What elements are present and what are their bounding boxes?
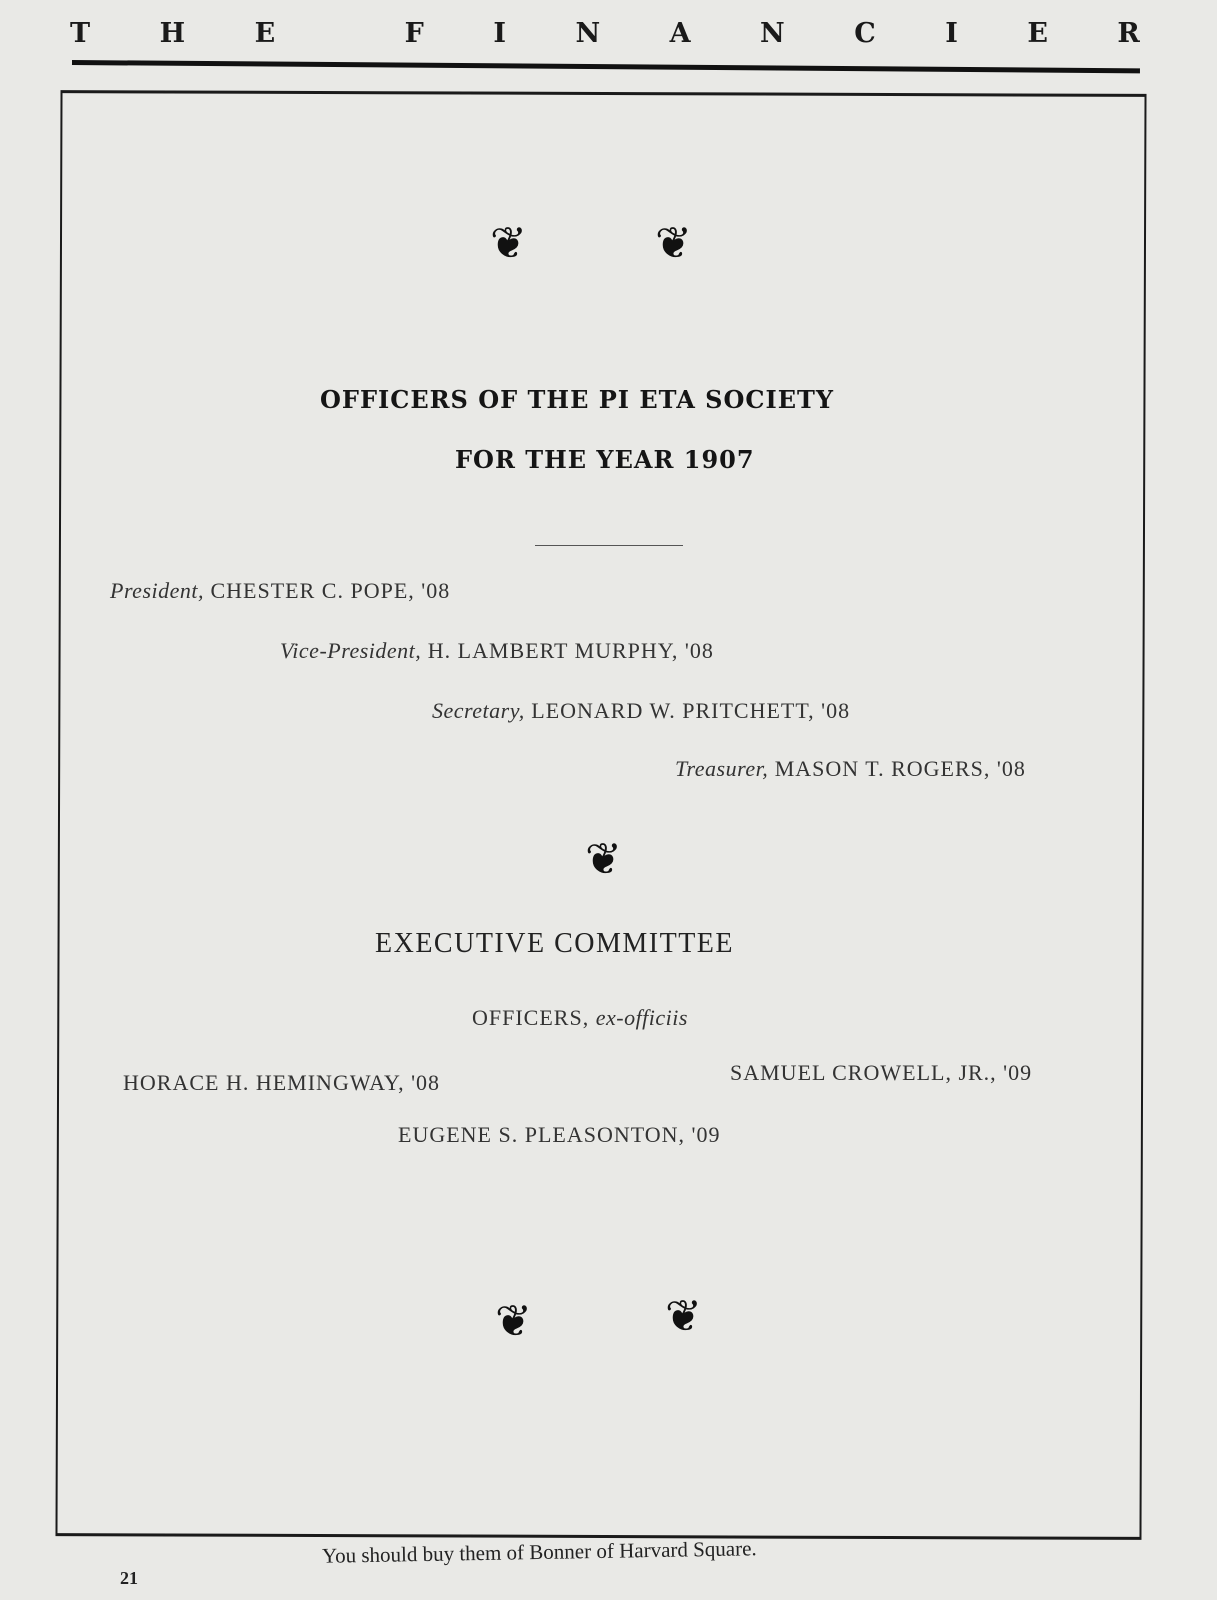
masthead-letter: R xyxy=(1117,18,1140,49)
heading-line-1: OFFICERS OF THE PI ETA SOCIETY xyxy=(320,385,835,414)
committee-member: HORACE H. HEMINGWAY, '08 xyxy=(123,1070,441,1095)
officer-name: CHESTER C. POPE, '08 xyxy=(210,578,451,603)
officer-vice-president xyxy=(280,638,714,664)
committee-member: EUGENE S. PLEASONTON, '09 xyxy=(398,1122,721,1147)
officers-label: OFFICERS, xyxy=(472,1005,590,1030)
committee-officers xyxy=(472,1005,688,1031)
masthead-rule xyxy=(72,60,1140,73)
officer-role: Secretary, xyxy=(432,698,525,723)
officer-name: H. LAMBERT MURPHY, '08 xyxy=(427,638,714,663)
fleuron-ornament-icon: ❦ xyxy=(655,219,692,268)
masthead-letter: E xyxy=(254,18,276,49)
fleuron-ornament-icon: ❦ xyxy=(585,835,622,884)
officer-treasurer xyxy=(675,756,1026,782)
page-border xyxy=(55,90,1146,1540)
committee-member: SAMUEL CROWELL, JR., '09 xyxy=(730,1060,1033,1085)
officer-name: MASON T. ROGERS, '08 xyxy=(774,756,1026,781)
masthead xyxy=(70,18,1140,49)
footer-text: You should buy them of Bonner of Harvard Square. xyxy=(321,1536,757,1568)
heading-line-2: FOR THE YEAR 1907 xyxy=(455,445,755,474)
officer-role: Treasurer, xyxy=(675,756,769,781)
officer-role: Vice-President, xyxy=(280,638,422,663)
masthead-letter: H xyxy=(159,18,186,49)
page-number: 21 xyxy=(120,1568,138,1588)
masthead-letter: T xyxy=(70,18,91,49)
fleuron-ornament-icon: ❦ xyxy=(490,219,527,268)
masthead-letter: A xyxy=(669,18,691,49)
officer-secretary xyxy=(432,698,850,724)
officer-name: LEONARD W. PRITCHETT, '08 xyxy=(531,698,851,723)
divider xyxy=(535,545,683,546)
masthead-letter: N xyxy=(760,18,785,49)
fleuron-ornament-icon: ❦ xyxy=(665,1292,702,1341)
committee-title: EXECUTIVE COMMITTEE xyxy=(375,928,735,959)
masthead-letter: I xyxy=(945,18,958,49)
officers-note: ex-officiis xyxy=(595,1005,688,1030)
masthead-letter: F xyxy=(404,18,424,49)
masthead-letter: I xyxy=(493,18,506,49)
masthead-letter: N xyxy=(575,18,601,49)
officer-president xyxy=(110,578,450,604)
officer-role: President, xyxy=(110,578,204,603)
fleuron-ornament-icon: ❦ xyxy=(495,1297,532,1346)
masthead-letter: E xyxy=(1027,18,1048,49)
masthead-letter: C xyxy=(854,18,876,49)
